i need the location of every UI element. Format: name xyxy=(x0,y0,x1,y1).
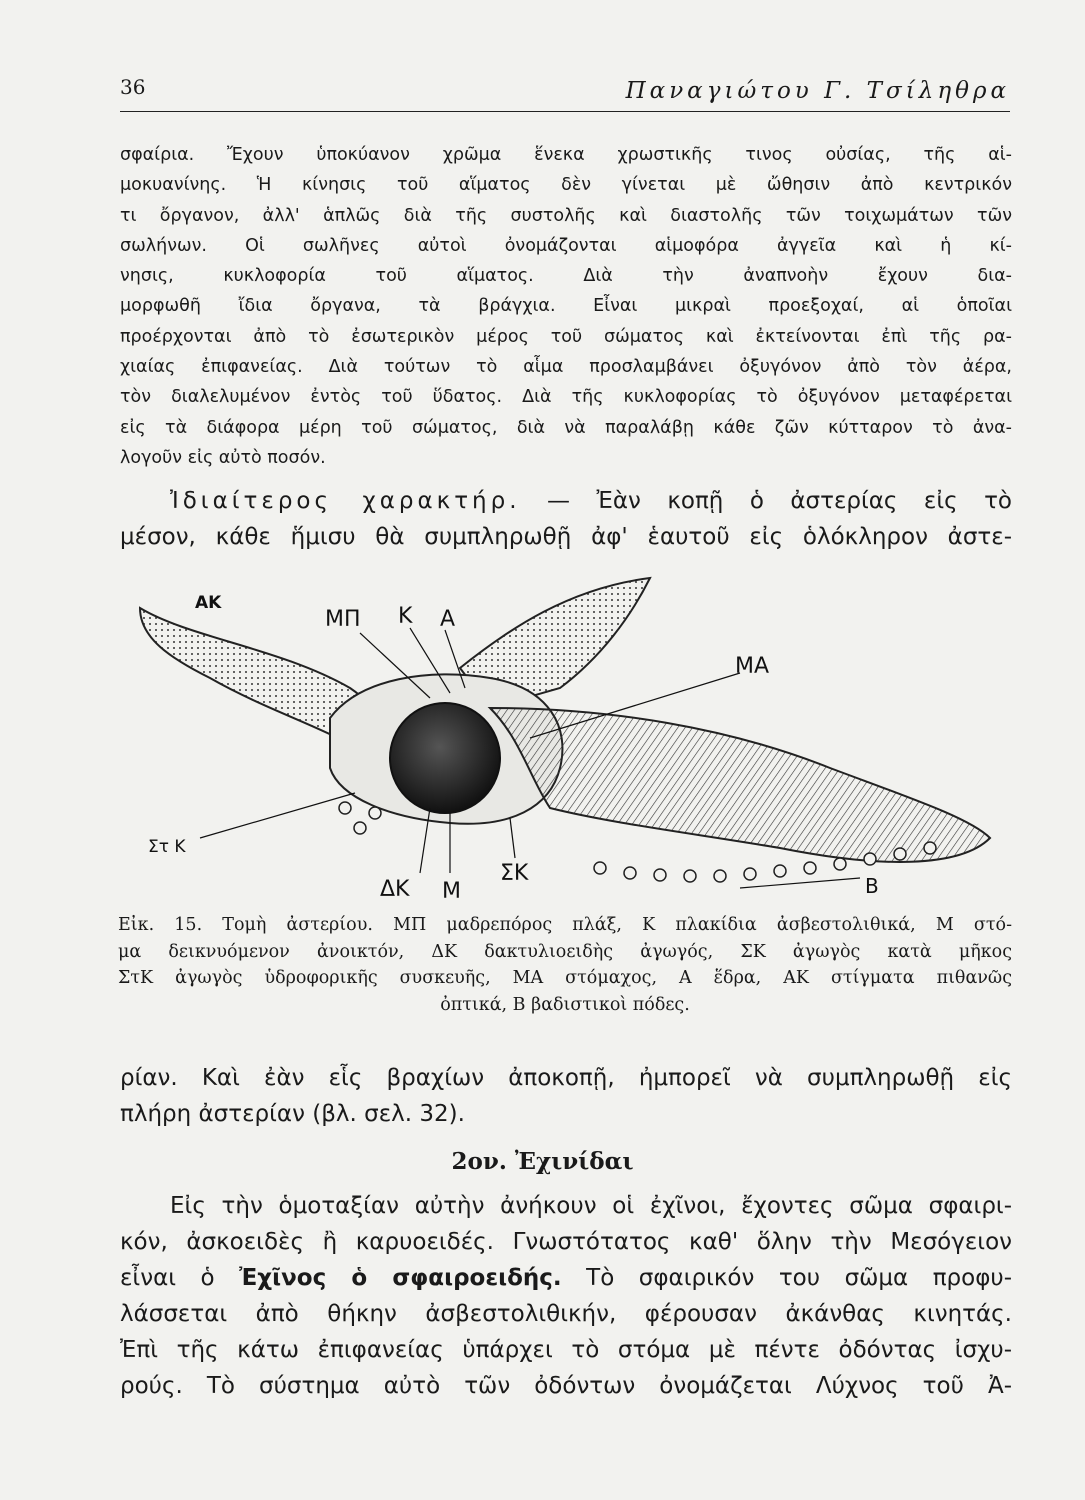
caption-line: Εἰκ. 15. Τομὴ ἀστερίου. ΜΠ μαδρεπόρος πλάξ, Κ πλακίδια ἀσβεστολιθικά, Μ στό- xyxy=(118,915,1012,935)
text-line: σφαίρια. Ἔχουν ὑποκύανον χρῶμα ἕνεκα χρωστικῆς τινος οὐσίας, τῆς αἱ- xyxy=(120,145,1012,165)
label-ma: ΜΑ xyxy=(735,654,770,679)
paragraph-continuation xyxy=(120,1060,1012,1132)
text-line: κόν, ἀσκοειδὲς ἢ καρυοειδές. Γνωστότατος καθ' ὅλην τὴν Μεσόγειον xyxy=(120,1229,1012,1255)
label-mp: ΜΠ xyxy=(325,607,361,632)
paragraph-regeneration xyxy=(120,483,1012,555)
section-heading: 2ον. Ἐχινίδαι xyxy=(451,1148,634,1175)
page-number: 36 xyxy=(120,75,146,99)
label-stk: Στ Κ xyxy=(148,837,186,857)
text-fragment: Τὸ σφαιρικόν του σῶμα προφυ- xyxy=(561,1265,1012,1291)
figure-starfish-section xyxy=(130,568,1010,913)
page-header xyxy=(120,70,1010,110)
running-head: Παναγιώτου Γ. Τσίληθρα xyxy=(625,78,1010,104)
label-k: Κ xyxy=(398,604,413,629)
text-line: μέσον, κάθε ἥμισυ θὰ συμπληρωθῇ ἀφ' ἑαυτοῦ εἰς ὁλόκληρον ἀστε- xyxy=(120,524,1012,550)
text-line: εἰς τὰ διάφορα μέρη τοῦ σώματος, διὰ νὰ παραλάβῃ κάθε ζῶν κύτταρον τὸ ἀνα- xyxy=(120,417,1012,438)
text-line: χιαίας ἐπιφανείας. Διὰ τούτων τὸ αἷμα προσλαμβάνει ὀξυγόνον ἀπὸ τὸν ἀέρα, xyxy=(120,357,1012,378)
text-line: ρίαν. Καὶ ἐὰν εἷς βραχίων ἀποκοπῇ, ἠμπορεῖ νὰ συμπληρωθῇ εἰς xyxy=(120,1065,1012,1091)
label-b: Β xyxy=(865,874,879,898)
figure-caption xyxy=(118,912,1012,1018)
text-line: μοκυανίνης. Ἡ κίνησις τοῦ αἵματος δὲν γίνεται μὲ ὤθησιν ἀπὸ κεντρικόν xyxy=(120,175,1012,196)
subheading-special-character: Ἰδιαίτερος χαρακτήρ. xyxy=(170,488,521,514)
text-line: λογοῦν εἰς αὐτὸ ποσόν. xyxy=(120,447,326,468)
paragraph-circulation xyxy=(120,140,1012,473)
text-line: — Ἐὰν κοπῇ ὁ ἀστερίας εἰς τὸ xyxy=(547,488,1012,514)
text-line: σωλήνων. Οἱ σωλῆνες αὐτοὶ ὀνομάζονται αἱμοφόρα ἀγγεῖα καὶ ἡ κί- xyxy=(120,235,1012,256)
text-line xyxy=(120,1260,1012,1296)
starfish-illustration xyxy=(130,568,1010,913)
paragraph-echinoids xyxy=(120,1188,1012,1404)
text-line: ρούς. Τὸ σύστημα αὐτὸ τῶν ὀδόντων ὀνομάζεται Λύχνος τοῦ Ἀ- xyxy=(120,1373,1012,1399)
header-rule xyxy=(120,111,1010,112)
text-line: Ἐπὶ τῆς κάτω ἐπιφανείας ὑπάρχει τὸ στόμα μὲ πέντε ὀδόντας ἰσχυ- xyxy=(120,1337,1012,1363)
text-line: τὸν διαλελυμένον ἐντὸς τοῦ ὕδατος. Διὰ τῆς κυκλοφορίας τὸ ὀξυγόνον μεταφέρεται xyxy=(120,387,1012,408)
text-line: Εἰς τὴν ὁμοταξίαν αὐτὴν ἀνήκουν οἱ ἐχῖνοι, ἔχοντες σῶμα σφαιρι- xyxy=(170,1193,1012,1219)
text-line: λάσσεται ἀπὸ θήκην ἀσβεστολιθικήν, φέρουσαν ἀκάνθας κινητάς. xyxy=(120,1301,1012,1327)
caption-line: μα δεικνυόμενον ἀνοικτόν, ΔΚ δακτυλιοειδὴς ἀγωγός, ΣΚ ἀγωγὸς κατὰ μῆκος xyxy=(118,941,1012,962)
species-name: Ἐχῖνος ὁ σφαιροειδής. xyxy=(239,1265,562,1291)
label-ak: ΑΚ xyxy=(195,593,222,613)
caption-line: ΣτΚ ἀγωγὸς ὑδροφορικῆς συσκευῆς, ΜΑ στόμαχος, Α ἕδρα, ΑΚ στίγματα πιθανῶς xyxy=(118,968,1012,988)
text-line: προέρχονται ἀπὸ τὸ ἐσωτερικὸν μέρος τοῦ σώματος καὶ ἐκτείνονται ἐπὶ τῆς ρα- xyxy=(120,326,1012,347)
text-line: μορφωθῆ ἴδια ὄργανα, τὰ βράγχια. Εἶναι μικραὶ προεξοχαί, αἱ ὁποῖαι xyxy=(120,296,1012,317)
caption-line: ὀπτικά, Β βαδιστικοὶ πόδες. xyxy=(440,994,690,1015)
stomach xyxy=(390,703,500,813)
label-m: Μ xyxy=(442,879,461,904)
text-line: νησις, κυκλοφορία τοῦ αἵματος. Διὰ τὴν ἀναπνοὴν ἔχουν δια- xyxy=(120,266,1012,287)
right-arm xyxy=(490,708,990,862)
text-fragment: εἶναι ὁ xyxy=(120,1265,240,1291)
label-a: Α xyxy=(440,607,456,632)
label-sk: ΣΚ xyxy=(500,861,529,886)
label-dk: ΔΚ xyxy=(380,877,410,902)
text-line: πλήρη ἀστερίαν (βλ. σελ. 32). xyxy=(120,1101,465,1127)
text-line: τι ὄργανον, ἀλλ' ἁπλῶς διὰ τῆς συστολῆς καὶ διαστολῆς τῶν τοιχωμάτων τῶν xyxy=(120,205,1012,226)
